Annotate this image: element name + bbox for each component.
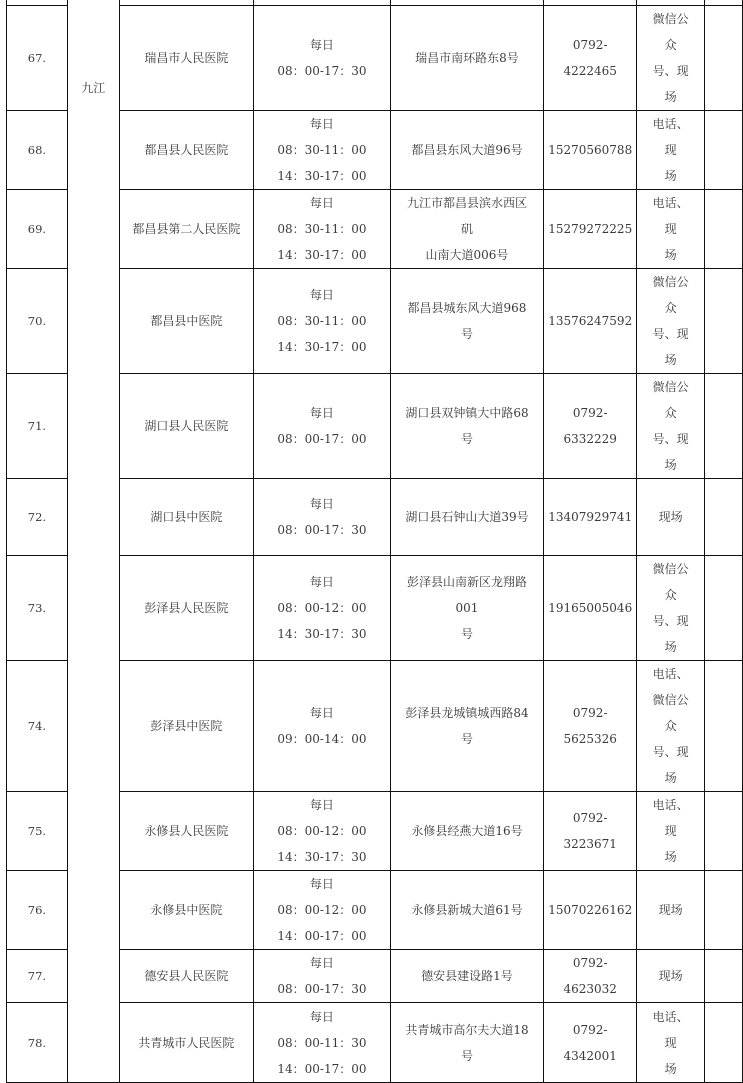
address-line: 瑞昌市南环路东8号	[415, 51, 519, 65]
cell-no: 72.	[7, 479, 68, 556]
address-line: 都昌县东风大道96号	[411, 143, 523, 157]
cell-city	[67, 0, 119, 1083]
cell-hospital: 都昌县第二人民医院	[119, 190, 253, 269]
method-line: 现场	[658, 903, 683, 917]
cell-phone: 0792-3223671	[544, 792, 637, 871]
method-line: 场	[664, 850, 677, 864]
cell-hospital: 湖口县中医院	[119, 479, 253, 556]
method-line: 现场	[658, 510, 683, 524]
hours-days: 每日	[309, 117, 334, 131]
cell-address	[390, 269, 544, 374]
method-line: 电话、现	[652, 196, 689, 236]
cell-note	[705, 661, 743, 792]
address-line: 永修县经燕大道16号	[411, 824, 523, 838]
cell-hospital: 共青城市人民医院	[119, 1003, 253, 1083]
cell-address	[390, 792, 544, 871]
method-line: 电话、现	[652, 1009, 689, 1050]
hours-range: 14：00-17：00	[277, 929, 367, 943]
cell-address	[390, 1003, 544, 1083]
address-line: 永修县新城大道61号	[411, 903, 523, 917]
hours-range: 08：30-11：00	[277, 314, 367, 328]
hours-range: 08：00-12：00	[277, 601, 367, 615]
cell-hours	[254, 479, 391, 556]
hours-days: 每日	[309, 798, 334, 812]
cell-no: 77.	[7, 950, 68, 1003]
hours-range: 14：30-17：00	[277, 169, 367, 183]
cell-no: 74.	[7, 661, 68, 792]
hours-range: 08：00-17：30	[277, 982, 367, 996]
cell-note	[705, 374, 743, 479]
cell-hours	[254, 269, 391, 374]
hours-range: 14：30-17：30	[277, 850, 367, 864]
method-line: 场	[664, 248, 677, 262]
cell-hours	[254, 871, 391, 950]
method-line: 微信公众	[652, 12, 689, 52]
cell-phone: 0792-5625326	[544, 661, 637, 792]
hours-days: 每日	[309, 956, 334, 970]
cell-method	[637, 792, 705, 871]
method-line: 场	[664, 1061, 677, 1076]
address-line: 九江市都昌县滨水西区矶	[406, 196, 527, 236]
cell-no: 68.	[7, 111, 68, 190]
cell-method	[637, 871, 705, 950]
hours-days: 每日	[309, 706, 334, 720]
cell-address	[390, 950, 544, 1003]
method-line: 微信公众	[652, 562, 689, 602]
method-line: 微信公众	[652, 275, 689, 315]
address-line: 山南大道006号	[425, 248, 509, 262]
hours-range: 14：30-17：00	[277, 340, 367, 354]
address-line: 都昌县城东风大道968号	[407, 301, 527, 341]
cell-no: 73.	[7, 556, 68, 661]
cell-hospital: 瑞昌市人民医院	[119, 6, 253, 111]
cell-phone: 0792-4623032	[544, 950, 637, 1003]
cell-address	[390, 479, 544, 556]
cell-note	[705, 871, 743, 950]
address-line: 德安县建设路1号	[421, 969, 513, 983]
hours-days: 每日	[309, 406, 334, 420]
cell-address	[390, 190, 544, 269]
cell-phone: 13576247592	[544, 269, 637, 374]
method-line: 电话、	[652, 667, 689, 681]
method-line: 电话、现	[652, 798, 689, 838]
cell-hours	[254, 556, 391, 661]
cell-hospital: 彭泽县人民医院	[119, 556, 253, 661]
cell-no: 75.	[7, 792, 68, 871]
method-line: 号、现场	[652, 64, 689, 104]
method-line: 现场	[658, 969, 683, 983]
hours-range: 08：00-17：30	[277, 64, 367, 78]
cell-note	[705, 269, 743, 374]
city-label: 九江	[81, 81, 106, 95]
method-line: 微信公众	[652, 693, 689, 733]
cell-hours	[254, 6, 391, 111]
cell-method	[637, 556, 705, 661]
cell-hospital: 永修县中医院	[119, 871, 253, 950]
hours-range: 14：30-17：30	[277, 627, 367, 641]
address-line: 彭泽县山南新区龙翔路001	[406, 575, 527, 615]
cell-no: 76.	[7, 871, 68, 950]
address-line: 湖口县石钟山大道39号	[405, 510, 529, 524]
hours-days: 每日	[309, 196, 334, 210]
cell-hours	[254, 374, 391, 479]
hours-days: 每日	[309, 1009, 334, 1024]
cell-phone: 0792-6332229	[544, 374, 637, 479]
hours-range: 08：00-17：30	[277, 523, 367, 537]
cell-hospital: 都昌县人民医院	[119, 111, 253, 190]
cell-hospital: 彭泽县中医院	[119, 661, 253, 792]
cell-method	[637, 190, 705, 269]
table-body	[7, 0, 743, 1083]
cell-note	[705, 479, 743, 556]
cell-address	[390, 661, 544, 792]
cell-hours	[254, 792, 391, 871]
hours-range: 14：30-17：00	[277, 248, 367, 262]
cell-method	[637, 111, 705, 190]
cell-note	[705, 950, 743, 1003]
method-line: 场	[664, 169, 677, 183]
hours-range: 08：30-11：00	[277, 222, 367, 236]
cell-note	[705, 190, 743, 269]
hours-days: 每日	[309, 38, 334, 52]
cell-address	[390, 374, 544, 479]
hours-range: 14：00-17：00	[277, 1061, 367, 1076]
cell-no: 78.	[7, 1003, 68, 1083]
cell-method	[637, 374, 705, 479]
cell-hospital: 都昌县中医院	[119, 269, 253, 374]
address-line: 湖口县双钟镇大中路68号	[405, 406, 529, 446]
hours-days: 每日	[309, 497, 334, 511]
cell-phone: 15270560788	[544, 111, 637, 190]
cell-phone: 0792-4342001	[544, 1003, 637, 1083]
cell-address	[390, 6, 544, 111]
cell-method	[637, 1003, 705, 1083]
cell-method	[637, 661, 705, 792]
hospital-table	[6, 0, 743, 1083]
cell-phone: 0792-4222465	[544, 6, 637, 111]
method-line: 微信公众	[652, 380, 689, 420]
hours-days: 每日	[309, 288, 334, 302]
cell-hours	[254, 1003, 391, 1083]
address-line: 彭泽县龙城镇城西路84号	[405, 706, 529, 746]
cell-no: 71.	[7, 374, 68, 479]
cell-method	[637, 269, 705, 374]
hours-range: 08：00-12：00	[277, 824, 367, 838]
cell-note	[705, 1003, 743, 1083]
method-line: 号、现场	[652, 327, 689, 367]
cell-method	[637, 950, 705, 1003]
cell-phone: 15279272225	[544, 190, 637, 269]
method-line: 号、现场	[652, 432, 689, 472]
cell-address	[390, 871, 544, 950]
cell-hours	[254, 661, 391, 792]
cell-note	[705, 111, 743, 190]
cell-address	[390, 111, 544, 190]
address-line: 号	[460, 627, 473, 641]
cell-hospital: 湖口县人民医院	[119, 374, 253, 479]
cell-phone: 15070226162	[544, 871, 637, 950]
cell-hospital: 永修县人民医院	[119, 792, 253, 871]
cell-hours	[254, 950, 391, 1003]
hours-days: 每日	[309, 575, 334, 589]
hours-range: 08：00-17：00	[277, 432, 367, 446]
cell-no: 70.	[7, 269, 68, 374]
cell-no: 67.	[7, 6, 68, 111]
cell-address	[390, 556, 544, 661]
cell-phone: 19165005046	[544, 556, 637, 661]
cell-hospital: 德安县人民医院	[119, 950, 253, 1003]
hours-range: 08：00-11：30	[277, 1035, 367, 1050]
cell-phone: 13407929741	[544, 479, 637, 556]
hours-days: 每日	[309, 877, 334, 891]
cell-note	[705, 556, 743, 661]
cell-method	[637, 6, 705, 111]
cell-hours	[254, 190, 391, 269]
hours-range: 08：00-12：00	[277, 903, 367, 917]
method-line: 号、现场	[652, 745, 689, 785]
hours-range: 08：30-11：00	[277, 143, 367, 157]
cell-note	[705, 6, 743, 111]
cell-method	[637, 479, 705, 556]
cell-hours	[254, 111, 391, 190]
cell-no: 69.	[7, 190, 68, 269]
cell-note	[705, 792, 743, 871]
method-line: 电话、现	[652, 117, 689, 157]
address-line: 共青城市高尔夫大道18号	[405, 1022, 529, 1063]
hours-range: 09：00-14：00	[277, 732, 367, 746]
method-line: 号、现场	[652, 614, 689, 654]
